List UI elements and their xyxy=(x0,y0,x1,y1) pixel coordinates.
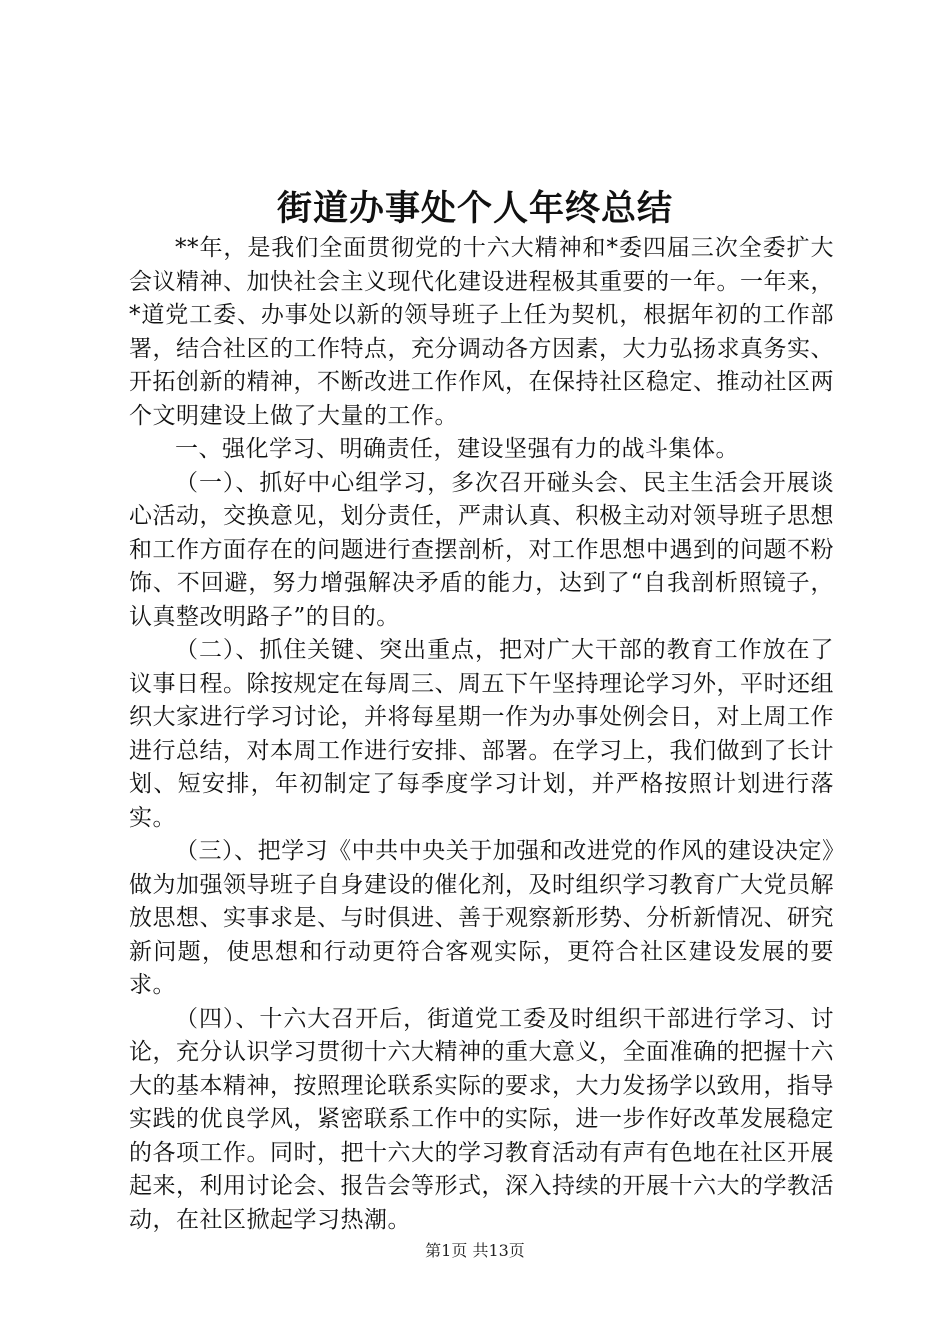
document-body xyxy=(129,232,834,1237)
paragraph-item-4: （四）、十六大召开后，街道党工委及时组织干部进行学习、讨论，充分认识学习贯彻十六大精神的重大意义，全面准确的把握十六大的基本精神，按照理论联系实际的要求，大力发扬学以致用，指导实践的优良学风，紧密联系工作中的实际，进一步作好改革发展稳定的各项工作。同时，把十六大的学习教育活动有声有色地在社区开展起来，利用讨论会、报告会等形式，深入持续的开展十六大的学教活动，在社区掀起学习热潮。 xyxy=(129,1005,834,1233)
document-title: 街道办事处个人年终总结 xyxy=(276,188,673,229)
paragraph-item-3: （三）、把学习《中共中央关于加强和改进党的作风的建设决定》做为加强领导班子自身建设的催化剂，及时组织学习教育广大党员解放思想、实事求是、与时俱进、善于观察新形势、分析新情况、研究新问题，使思想和行动更符合客观实际，更符合社区建设发展的要求。 xyxy=(129,838,834,998)
paragraph-intro: **年，是我们全面贯彻党的十六大精神和*委四届三次全委扩大会议精神、加快社会主义现代化建设进程极其重要的一年。一年来，*道党工委、办事处以新的领导班子上任为契机，根据年初的工作部署，结合社区的工作特点，充分调动各方因素，大力弘扬求真务实、开拓创新的精神，不断改进工作作风，在保持社区稳定、推动社区两个文明建设上做了大量的工作。 xyxy=(129,235,834,429)
paragraph-item-2: （二）、抓住关键、突出重点，把对广大干部的教育工作放在了议事日程。除按规定在每周三、周五下午坚持理论学习外，平时还组织大家进行学习讨论，并将每星期一作为办事处例会日，对上周工作进行总结，对本周工作进行安排、部署。在学习上，我们做到了长计划、短安排，年初制定了每季度学习计划，并严格按照计划进行落实。 xyxy=(129,637,834,831)
paragraph-section-heading: 一、强化学习、明确责任，建设坚强有力的战斗集体。 xyxy=(175,436,739,462)
paragraph-item-1: （一）、抓好中心组学习，多次召开碰头会、民主生活会开展谈心活动，交换意见，划分责任，严肃认真、积极主动对领导班子思想和工作方面存在的问题进行查摆剖析，对工作思想中遇到的问题不粉饰、不回避，努力增强解决矛盾的能力，达到了“自我剖析照镜子，认真整改明路子”的目的。 xyxy=(129,469,834,630)
page-number-footer: 第1页 共13页 xyxy=(425,1241,525,1260)
